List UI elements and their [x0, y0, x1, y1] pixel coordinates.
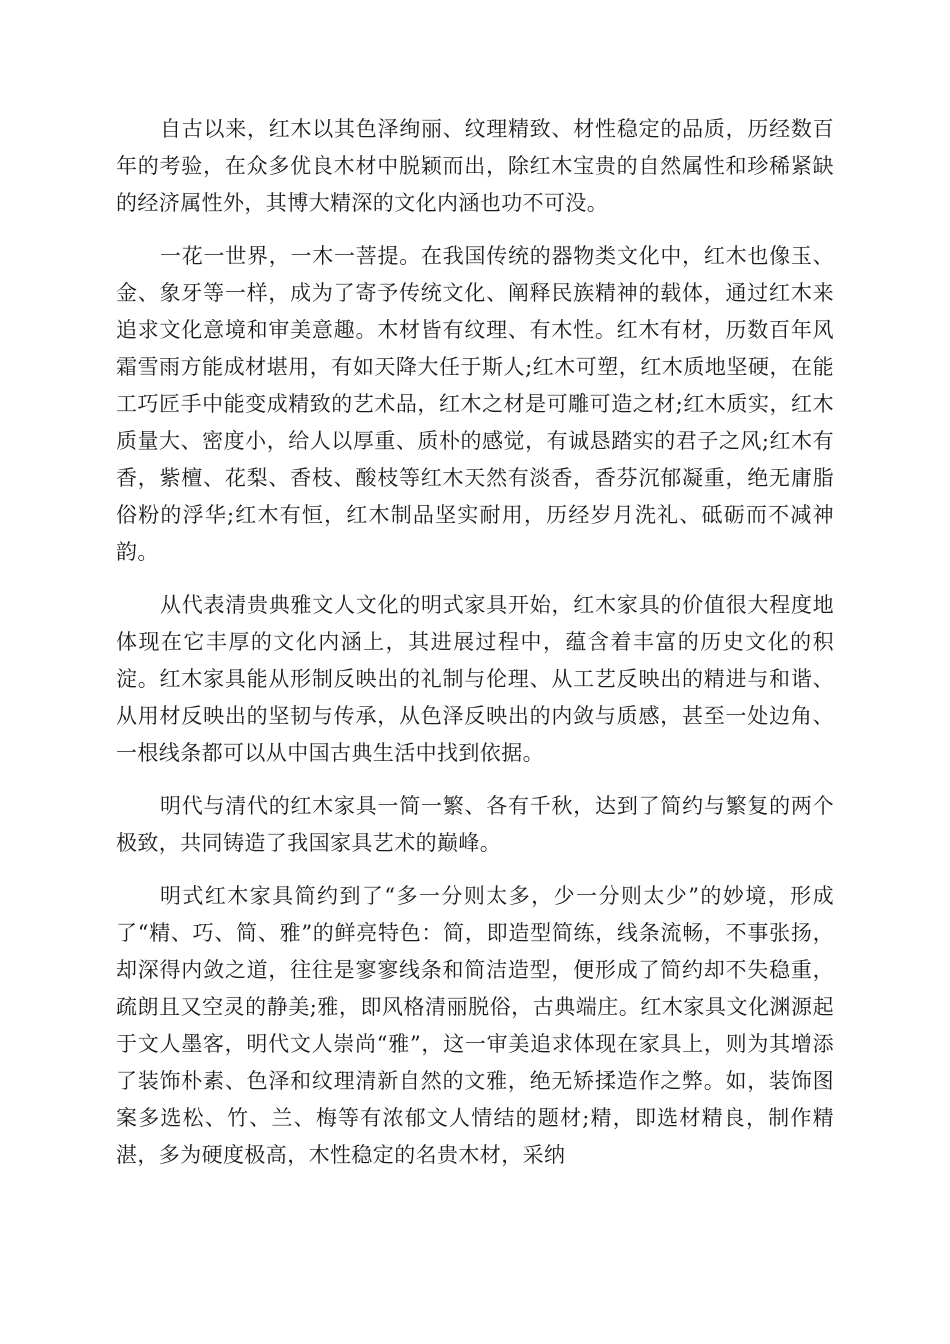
- document-body: [116, 111, 834, 1190]
- paragraph-3: 从代表清贵典雅文人文化的明式家具开始，红木家具的价值很大程度地体现在它丰厚的文化内涵上，其进展过程中，蕴含着丰富的历史文化的积淀。红木家具能从形制反映出的礼制与伦理、从工艺反映出的精进与和谐、从用材反映出的坚韧与传承，从色泽反映出的内敛与质感，甚至一处边角、一根线条都可以从中国古典生活中找到依据。: [116, 593, 834, 765]
- paragraph-1: 自古以来，红木以其色泽绚丽、纹理精致、材性稳定的品质，历经数百年的考验，在众多优良木材中脱颖而出，除红木宝贵的自然属性和珍稀紧缺的经济属性外，其博大精深的文化内涵也功不可没。: [116, 117, 834, 215]
- paragraph-2: 一花一世界，一木一菩提。在我国传统的器物类文化中，红木也像玉、金、象牙等一样，成为了寄予传统文化、阐释民族精神的载体，通过红木来追求文化意境和审美意趣。木材皆有纹理、有木性。红木有材，历数百年风霜雪雨方能成材堪用，有如天降大任于斯人;红木可塑，红木质地坚硬，在能工巧匠手中能变成精致的艺术品，红木之材是可雕可造之材;红木质实，红木质量大、密度小，给人以厚重、质朴的感觉，有诚恳踏实的君子之风;红木有香，紫檀、花梨、香枝、酸枝等红木天然有淡香，香芬沉郁凝重，绝无庸脂俗粉的浮华;红木有恒，红木制品坚实耐用，历经岁月洗礼、砥砺而不减神韵。: [116, 244, 834, 564]
- paragraph-5: 明式红木家具简约到了“多一分则太多，少一分则太少”的妙境，形成了“精、巧、简、雅”的鲜亮特色：简，即造型简练，线条流畅，不事张扬，却深得内敛之道，往往是寥寥线条和简洁造型，便形成了简约却不失稳重，疏朗且又空灵的静美;雅，即风格清丽脱俗，古典端庄。红木家具文化渊源起于文人墨客，明代文人崇尚“雅”，这一审美追求体现在家具上，则为其增添了装饰朴素、色泽和纹理清新自然的文雅，绝无矫揉造作之弊。如，装饰图案多选松、竹、兰、梅等有浓郁文人情结的题材;精，即选材精良，制作精湛，多为硬度极高，木性稳定的名贵木材，采纳: [116, 884, 834, 1167]
- paragraph-4: 明代与清代的红木家具一简一繁、各有千秋，达到了简约与繁复的两个极致，共同铸造了我国家具艺术的巅峰。: [116, 794, 834, 855]
